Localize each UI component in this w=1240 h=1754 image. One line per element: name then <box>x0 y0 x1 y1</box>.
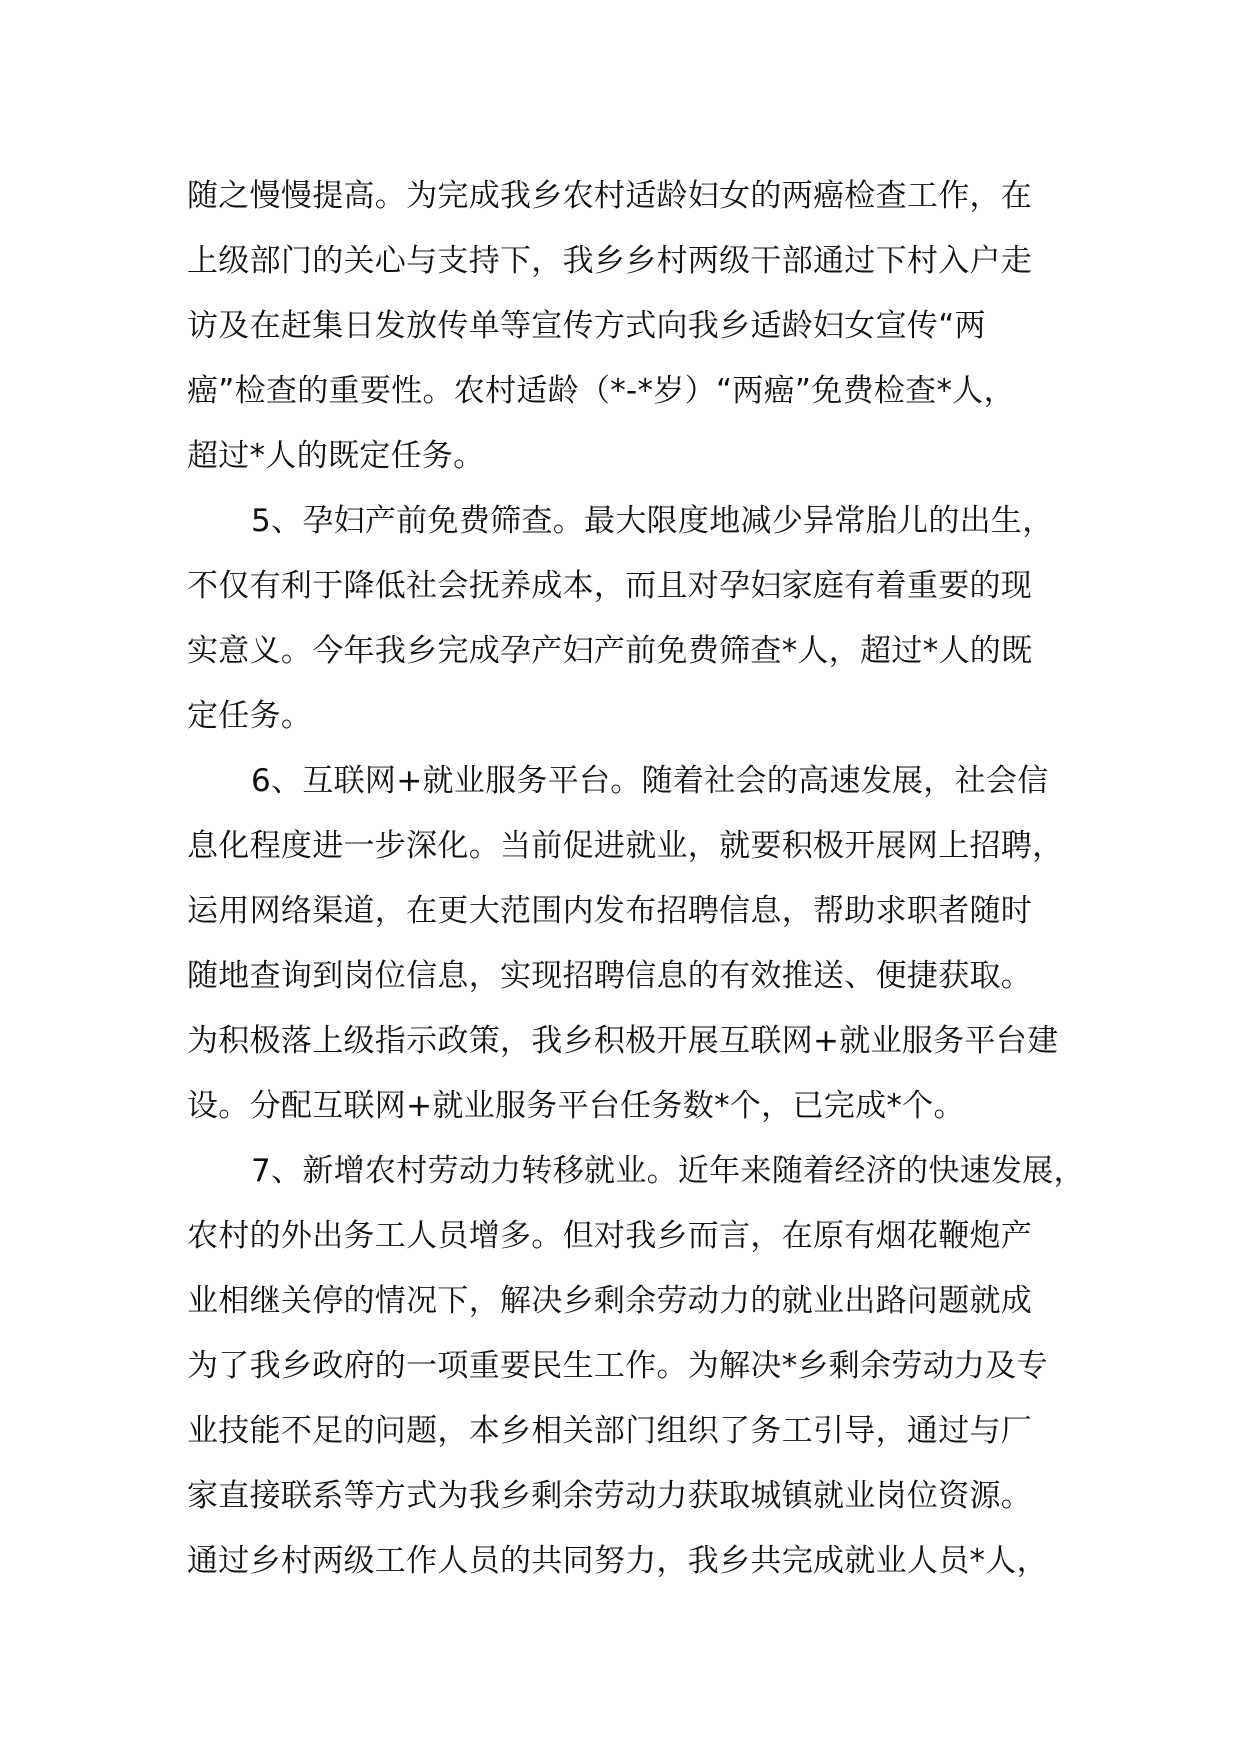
text-line: 运用网络渠道，在更大范围内发布招聘信息，帮助求职者随时 <box>187 893 1033 929</box>
text-line: 超过*人的既定任务。 <box>187 438 485 474</box>
text-line: 随之慢慢提高。为完成我乡农村适龄妇女的两癌检查工作，在 <box>187 178 1033 214</box>
text-line: 7、新增农村劳动力转移就业。近年来随着经济的快速发展， <box>251 1153 1085 1189</box>
text-line: 随地查询到岗位信息，实现招聘信息的有效推送、便捷获取。 <box>187 958 1033 994</box>
text-line: 实意义。今年我乡完成孕产妇产前免费筛查*人，超过*人的既 <box>187 633 1033 669</box>
text-line: 不仅有利于降低社会抚养成本，而且对孕妇家庭有着重要的现 <box>187 568 1033 604</box>
text-line: 上级部门的关心与支持下，我乡乡村两级干部通过下村入户走 <box>187 243 1033 279</box>
text-line: 家直接联系等方式为我乡剩余劳动力获取城镇就业岗位资源。 <box>187 1478 1033 1514</box>
text-line: 为积极落上级指示政策，我乡积极开展互联网+就业服务平台建 <box>187 1023 1059 1059</box>
text-line: 农村的外出务工人员增多。但对我乡而言，在原有烟花鞭炮产 <box>187 1218 1033 1254</box>
text-line: 癌”检查的重要性。农村适龄（*-*岁）“两癌”免费检查*人， <box>187 373 1015 409</box>
text-line: 通过乡村两级工作人员的共同努力，我乡共完成就业人员*人， <box>187 1543 1048 1579</box>
text-line: 为了我乡政府的一项重要民生工作。为解决*乡剩余劳动力及专 <box>187 1348 1048 1384</box>
text-line: 5、孕妇产前免费筛查。最大限度地减少异常胎儿的出生， <box>251 503 1054 539</box>
text-line: 业相继关停的情况下，解决乡剩余劳动力的就业出路问题就成 <box>187 1283 1033 1319</box>
text-line: 访及在赶集日发放传单等宣传方式向我乡适龄妇女宣传“两 <box>187 308 986 344</box>
text-line: 设。分配互联网+就业服务平台任务数*个，已完成*个。 <box>187 1088 965 1124</box>
body-text <box>187 164 1085 1594</box>
text-line: 6、互联网+就业服务平台。随着社会的高速发展，社会信 <box>251 763 1049 799</box>
text-line: 定任务。 <box>187 698 313 734</box>
text-line: 息化程度进一步深化。当前促进就业，就要积极开展网上招聘， <box>187 828 1064 864</box>
text-line: 业技能不足的问题，本乡相关部门组织了务工引导，通过与厂 <box>187 1413 1033 1449</box>
